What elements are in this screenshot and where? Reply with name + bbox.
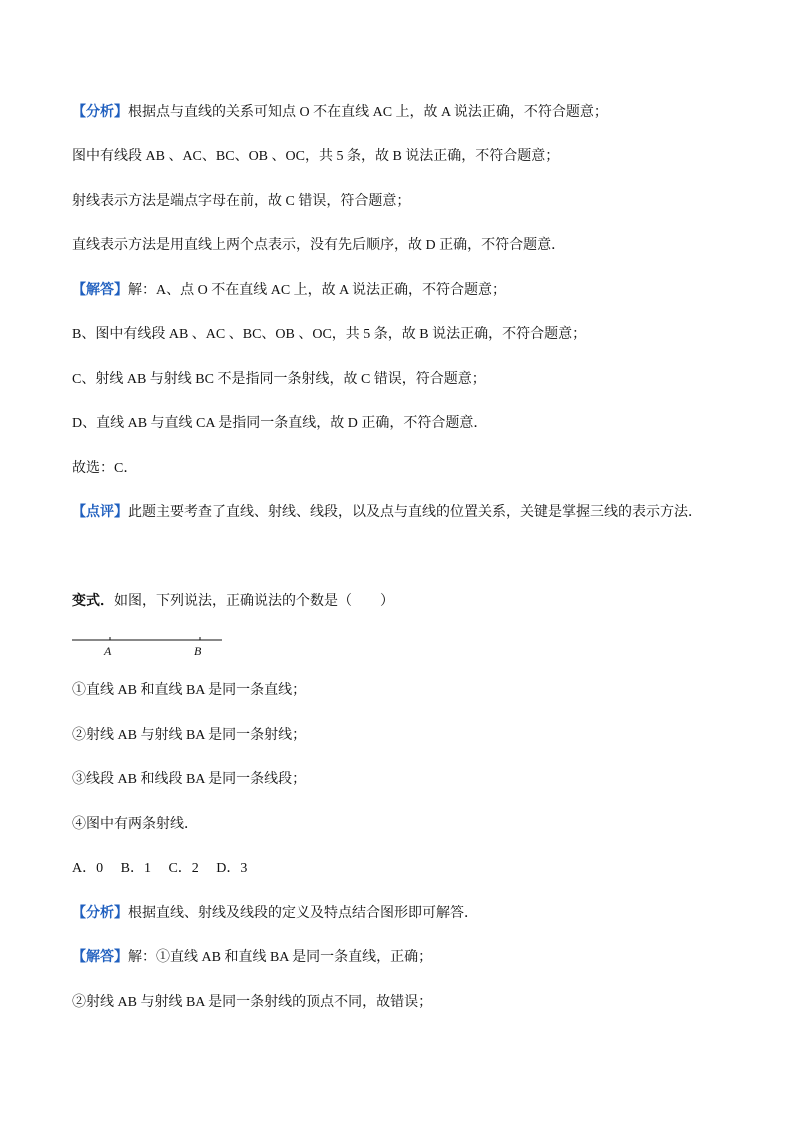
solution-text-1: 解：A、点 O 不在直线 AC 上，故 A 说法正确，不符合题意； — [128, 283, 507, 298]
analysis-line-3: 射线表示方法是端点字母在前，故 C 错误，符合题意； — [72, 194, 411, 209]
solution-line-3: C、射线 AB 与射线 BC 不是指同一条射线，故 C 错误，符合题意； — [72, 372, 486, 387]
comment-tag: 【点评】 — [72, 505, 128, 520]
solution-line-2: B、图中有线段 AB 、AC 、BC、OB 、OC，共 5 条，故 B 说法正确，不符合题意； — [72, 327, 587, 342]
statement-4: ④图中有两条射线． — [72, 817, 198, 832]
analysis-line-1 — [72, 103, 608, 123]
variant-solution-text-1: 解：①直线 AB 和直线 BA 是同一条直线，正确； — [128, 950, 433, 965]
variant-analysis-text: 根据直线、射线及线段的定义及特点结合图形即可解答． — [128, 906, 478, 921]
variant-question — [72, 592, 394, 612]
point-a-label: A — [104, 644, 112, 658]
solution-line-1 — [72, 281, 506, 301]
point-b-label: B — [194, 644, 202, 658]
answer-options: A．0 B．1 C．2 D．3 — [72, 861, 248, 876]
statement-2: ②射线 AB 与射线 BA 是同一条射线； — [72, 728, 307, 743]
statement-3: ③线段 AB 和线段 BA 是同一条线段； — [72, 772, 307, 787]
solution-line-4: D、直线 AB 与直线 CA 是指同一条直线，故 D 正确，不符合题意． — [72, 416, 488, 431]
comment-text: 此题主要考查了直线、射线、线段，以及点与直线的位置关系，关键是掌握三线的表示方法． — [128, 505, 702, 520]
question-text: 如图，下列说法，正确说法的个数是（ ） — [114, 594, 394, 609]
variant-solution-1 — [72, 948, 432, 968]
variant-analysis — [72, 904, 478, 924]
variant-solution-2: ②射线 AB 与射线 BA 是同一条射线的顶点不同，故错误； — [72, 995, 433, 1010]
analysis-tag: 【分析】 — [72, 105, 128, 120]
variant-analysis-tag: 【分析】 — [72, 906, 128, 921]
line-figure — [70, 630, 230, 660]
statement-1: ①直线 AB 和直线 BA 是同一条直线； — [72, 683, 307, 698]
analysis-line-4: 直线表示方法是用直线上两个点表示，没有先后顺序，故 D 正确，不符合题意． — [72, 238, 566, 253]
comment-line — [72, 503, 702, 523]
variant-label: 变式． — [72, 594, 114, 609]
variant-solution-tag: 【解答】 — [72, 950, 128, 965]
solution-tag: 【解答】 — [72, 283, 128, 298]
analysis-line-2: 图中有线段 AB 、AC、BC、OB 、OC，共 5 条，故 B 说法正确，不符合题意； — [72, 149, 560, 164]
choice-line: 故选：C． — [72, 461, 138, 476]
analysis-text-1: 根据点与直线的关系可知点 O 不在直线 AC 上，故 A 说法正确，不符合题意； — [128, 105, 608, 120]
